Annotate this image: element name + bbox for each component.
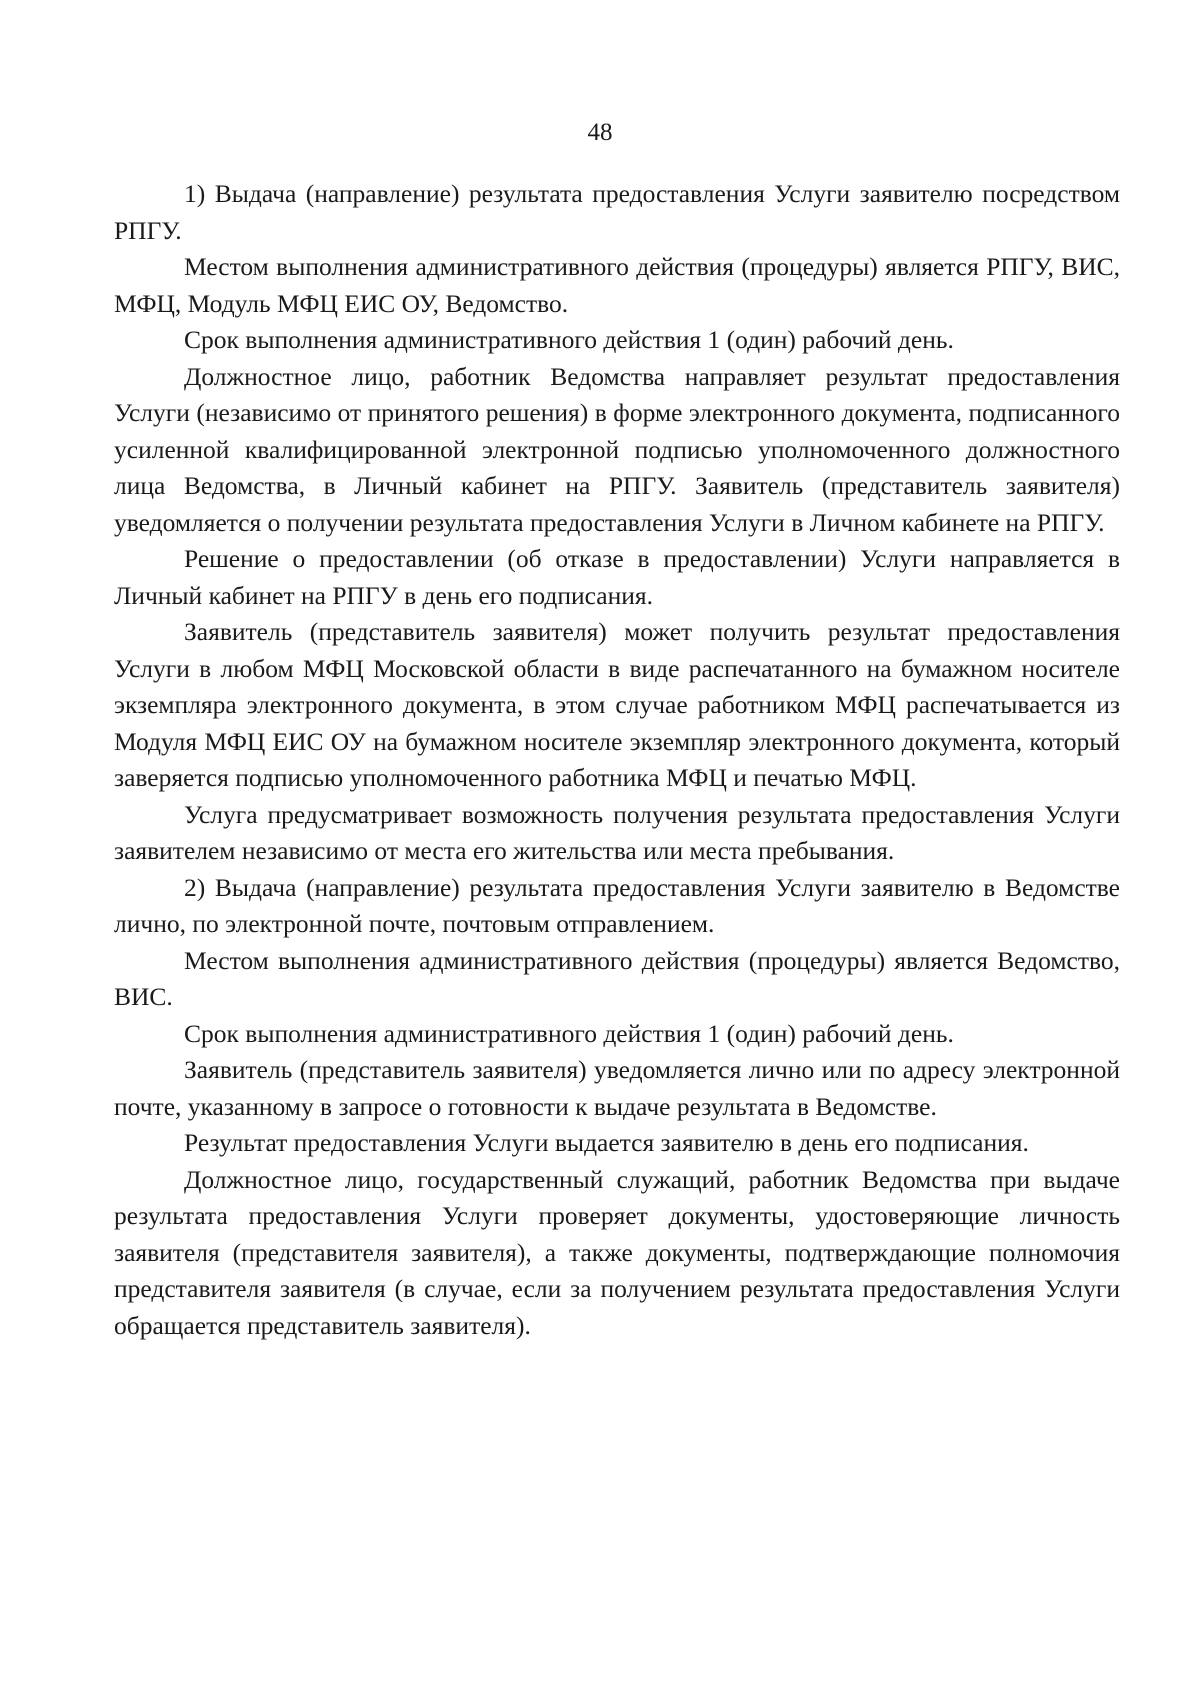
paragraph-3: Срок выполнения административного действия 1 (один) рабочий день.	[184, 325, 954, 354]
paragraph-9: Местом выполнения административного действия (процедуры) является Ведомство, ВИС.	[114, 945, 1120, 1011]
paragraph-8: 2) Выдача (направление) результата предоставления Услуги заявителю в Ведомстве лично, по электронной почте, почтовым отправлением.	[114, 872, 1120, 938]
paragraph-10: Срок выполнения административного действия 1 (один) рабочий день.	[184, 1018, 954, 1048]
paragraph-2: Местом выполнения административного действия (процедуры) является РПГУ, ВИС, МФЦ, Модуль МФЦ ЕИС ОУ, Ведомство.	[114, 252, 1120, 318]
document-body	[114, 176, 1120, 1344]
paragraph-5: Решение о предоставлении (об отказе в предоставлении) Услуги направляется в Личный кабинет на РПГУ в день его подписания.	[114, 544, 1120, 610]
paragraph-12: Результат предоставления Услуги выдается заявителю в день его подписания.	[184, 1128, 1029, 1157]
paragraph-13: Должностное лицо, государственный служащий, работник Ведомства при выдаче результата предоставления Услуги проверяет документы, удостоверяющие личность заявителя (представителя заявителя), а также документы, подтверждающие полномочия представителя заявителя (в случае, если за получением результата предоставления Услуги обращается представитель заявителя).	[114, 1164, 1120, 1340]
paragraph-1: 1) Выдача (направление) результата предоставления Услуги заявителю посредством РПГУ.	[114, 179, 1120, 245]
paragraph-7: Услуга предусматривает возможность получения результата предоставления Услуги заявителем независимо от места его жительства или места пребывания.	[114, 799, 1120, 865]
page-number: 48	[587, 119, 613, 146]
paragraph-4: Должностное лицо, работник Ведомства направляет результат предоставления Услуги (независимо от принятого решения) в форме электронного документа, подписанного усиленной квалифицированной электронной подписью уполномоченного должностного лица Ведомства, в Личный кабинет на РПГУ. Заявитель (представитель заявителя) уведомляется о получении результата предоставления Услуги в Личном кабинете на РПГУ.	[114, 361, 1120, 537]
paragraph-11: Заявитель (представитель заявителя) уведомляется лично или по адресу электронной почте, указанному в запросе о готовности к выдаче результата в Ведомстве.	[114, 1055, 1120, 1121]
paragraph-6: Заявитель (представитель заявителя) может получить результат предоставления Услуги в любом МФЦ Московской области в виде распечатанного на бумажном носителе экземпляра электронного документа, в этом случае работником МФЦ распечатывается из Модуля МФЦ ЕИС ОУ на бумажном носителе экземпляр электронного документа, который заверяется подписью уполномоченного работника МФЦ и печатью МФЦ.	[114, 617, 1120, 792]
